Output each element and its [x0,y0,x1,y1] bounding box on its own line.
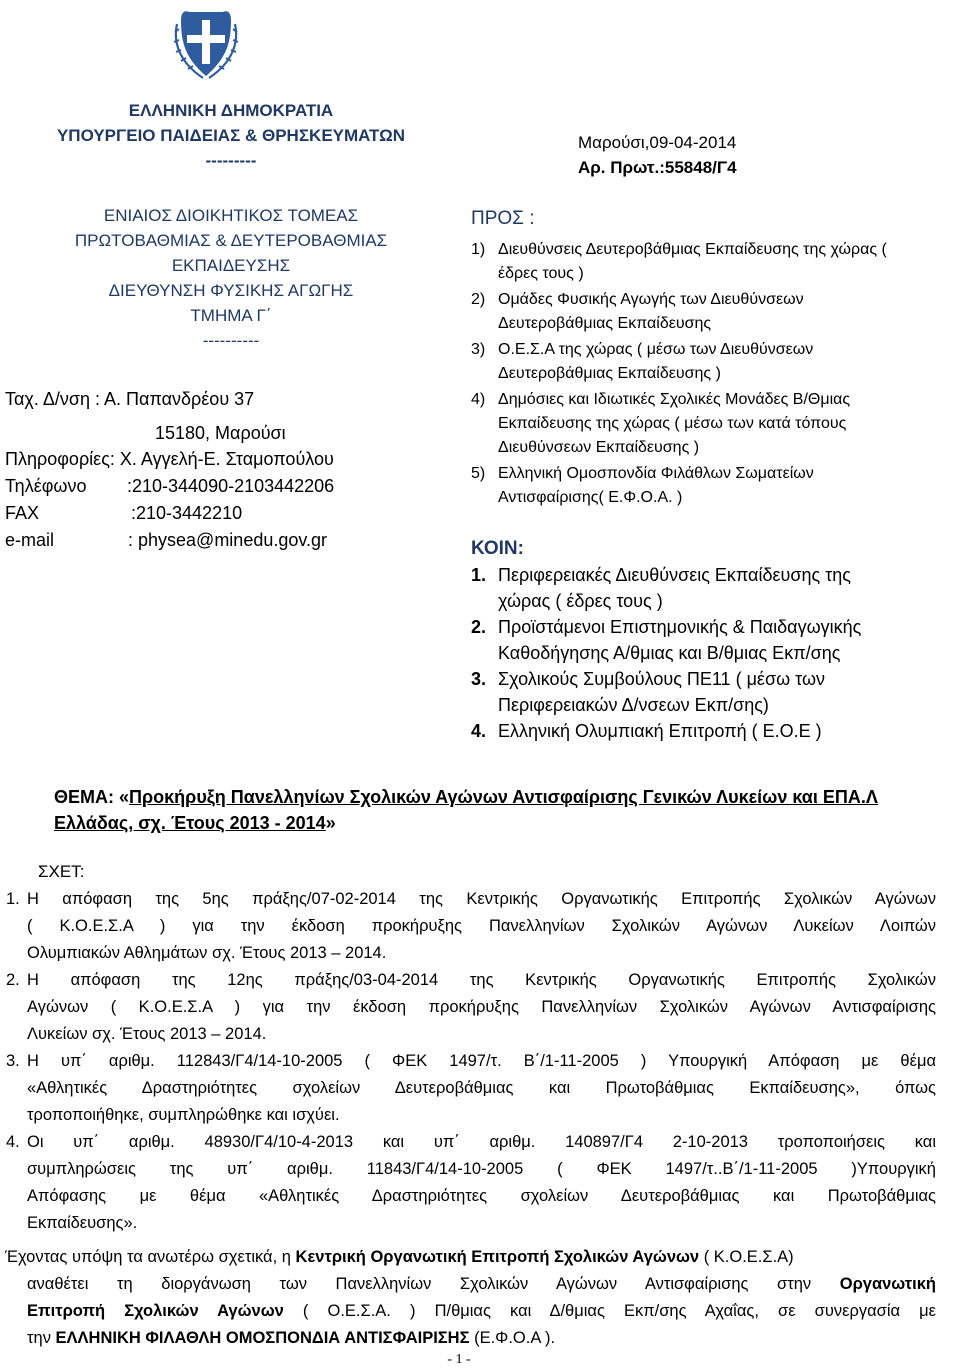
sector-line-3: ΕΚΠΑΙΔΕΥΣΗΣ [171,256,291,275]
reference-item [0,1048,936,1129]
reference-item [0,886,936,967]
subject-close: » [325,813,336,833]
recipient-text: Διευθύνσεις Δευτεροβάθμιας Εκπαίδευσης της χώρας ( [498,241,887,258]
greek-coat-of-arms-icon [173,2,239,80]
reference-number: 3. [6,1052,20,1070]
recipient-text: Ομάδες Φυσικής Αγωγής των Διευθύνσεων [498,291,804,308]
closing-line-3 [0,1298,936,1325]
reference-text: ( Κ.Ο.Ε.Σ.Α ) για την έκδοση προκήρυξης Πανελληνίων Σχολικών Αγώνων Λυκείων Λοιπών [27,917,936,935]
recipient-text: έδρες τους ) [498,265,584,282]
cc-text: Ελληνική Ολυμπιακή Επιτροπή ( Ε.Ο.Ε ) [498,721,822,741]
closing-line-2 [0,1271,936,1298]
recipient-number: 3) [471,341,486,358]
info-contact: Πληροφορίες: Χ. Αγγελή-Ε. Σταμοπούλου [5,449,334,469]
recipient-item [471,388,956,460]
phone-value: :210-344090-2103442206 [127,476,335,496]
reference-text: Λυκείων σχ. Έτους 2013 – 2014. [27,1025,267,1043]
recipient-number: 2) [471,291,486,308]
recipient-item [471,462,956,510]
subject-title-2: Ελλάδας, σχ. Έτους 2013 - 2014 [54,813,326,833]
cc-item [471,614,956,666]
closing-text: Έχοντας υπόψη τα ανωτέρω σχετικά, η [5,1248,296,1266]
recipients-list [471,238,956,512]
reference-text: Οι υπ΄ αριθμ. 48930/Γ4/10-4-2013 και υπ΄ αριθμ. 140897/Γ4 2-10-2013 τροποποιήσεις και [27,1133,936,1151]
subject-title-1: Προκήρυξη Πανελληνίων Σχολικών Αγώνων Αντισφαίρισης Γενικών Λυκείων και ΕΠΑ.Λ [129,787,878,807]
reference-text: συμπληρώσεις της υπ΄ αριθμ. 11843/Γ4/14-10-2005 ( ΦΕΚ 1497/τ..Β΄/1-11-2005 )Υπουργική [27,1160,936,1178]
cc-text: Περιφερειακές Διευθύνσεις Εκπαίδευσης της [498,565,851,585]
cc-number: 2. [471,617,487,637]
recipient-text: Δευτεροβάθμιας Εκπαίδευσης ) [498,365,721,382]
federation-abbr: (Ε.Φ.Ο.Α ). [469,1329,556,1347]
ministry-header [0,98,462,173]
cc-text: Καθοδήγησης Α/θμιας και Β/θμιας Εκπ/σης [498,643,841,663]
cc-number: 4. [471,721,487,741]
phone-label: Τηλέφωνο [5,476,87,496]
reference-item [0,967,936,1048]
directorate-block [0,203,462,353]
cc-number: 1. [471,565,487,585]
subject-line-2 [54,810,934,836]
cc-text: Σχολικούς Συμβούλους ΠΕ11 ( μέσω των [498,669,826,689]
reference-text: Η απόφαση της 12ης πράξης/03-04-2014 της Κεντρικής Οργανωτικής Επιτροπής Σχολικών [27,971,936,989]
department-name: ΤΜΗΜΑ Γ΄ [190,306,272,325]
recipients-title: ΠΡΟΣ : [471,208,535,229]
recipient-item [471,288,956,336]
reference-text: Η υπ΄ αριθμ. 112843/Γ4/14-10-2005 ( ΦΕΚ 1497/τ. Β΄/1-11-2005 ) Υπουργική Απόφαση με θέμα [27,1052,936,1070]
koesa-abbr: ( Κ.Ο.Ε.Σ.Α) [699,1248,794,1266]
fax-value: :210-3442210 [131,503,243,523]
reference-text: τροποποιήθηκε, συμπληρώθηκε και ισχύει. [27,1106,340,1124]
closing-paragraph [0,1244,936,1352]
recipient-number: 5) [471,465,486,482]
recipient-text: Αντισφαίρισης( Ε.Φ.Ο.Α. ) [498,489,683,506]
cc-list [471,562,956,744]
references-title: ΣΧΕΤ: [38,862,85,881]
subject [54,784,934,836]
fax-label: FAX [5,503,40,523]
reference-text: Απόφασης με θέμα «Αθλητικές Δραστηριότητες σχολείων Δευτεροβάθμιας και Πρωτοβάθμιας [27,1187,936,1205]
closing-text: ( Ο.Ε.Σ.Α. ) Π/θμιας και Δ/θμιας Εκπ/σης Αχαΐας, σε συνεργασία με [283,1302,936,1320]
closing-line-1 [0,1244,936,1271]
address: Ταχ. Δ/νση : Α. Παπανδρέου 37 [5,389,255,409]
cc-text: χώρας ( έδρες τους ) [498,591,663,611]
koesa-name: Κεντρική Οργανωτική Επιτροπή Σχολικών Αγώνων [295,1248,700,1266]
recipient-text: Ελληνική Ομοσπονδία Φιλάθλων Σωματείων [498,465,814,482]
email-label: e-mail [5,530,55,550]
document-meta [578,130,737,180]
federation-name: ΕΛΛΗΝΙΚΗ ΦΙΛΑΘΛΗ ΟΜΟΣΠΟΝΔΙΑ ΑΝΤΙΣΦΑΙΡΙΣΗΣ [55,1329,470,1347]
oesa-name-part1: Οργανωτική [839,1275,936,1293]
cc-text: Περιφερειακών Δ/νσεων Εκπ/σης) [498,695,769,715]
reference-text: Εκπαίδευσης». [27,1214,138,1232]
subject-line-1 [54,784,934,810]
recipient-text: Ο.Ε.Σ.Α της χώρας ( μέσω των Διευθύνσεων [498,341,814,358]
protocol-number: Αρ. Πρωτ.:55848/Γ4 [578,158,737,177]
reference-number: 2. [6,971,20,989]
reference-text: Αγώνων ( Κ.Ο.Ε.Σ.Α ) για την έκδοση προκήρυξης Πανελληνίων Σχολικών Αγώνων Αντισφαίρισης [27,998,936,1016]
sector-line-1: ΕΝΙΑΙΟΣ ΔΙΟΙΚΗΤΙΚΟΣ ΤΟΜΕΑΣ [103,206,359,225]
sector-line-2: ΠΡΩΤΟΒΑΘΜΙΑΣ & ΔΕΥΤΕΡΟΒΑΘΜΙΑΣ [74,231,388,250]
page-number: - 1 - [447,1352,471,1367]
place-date: Μαρούσι,09-04-2014 [578,133,737,152]
subject-label: ΘΕΜΑ: « [54,787,130,807]
email-value[interactable]: : physea@minedu.gov.gr [128,530,328,550]
recipient-item [471,338,956,386]
references-list [0,886,936,1237]
recipient-text: Δημόσιες και Ιδιωτικές Σχολικές Μονάδες Β/Θμιας [498,391,851,408]
country-name: ΕΛΛΗΝΙΚΗ ΔΗΜΟΚΡΑΤΙΑ [128,101,334,120]
cc-text: Προϊστάμενοι Επιστημονικής & Παιδαγωγικής [498,617,862,637]
reference-text: Ολυμπιακών Αθλημάτων σχ. Έτους 2013 – 2014. [27,944,387,962]
ministry-name: ΥΠΟΥΡΓΕΙΟ ΠΑΙΔΕΙΑΣ & ΘΡΗΣΚΕΥΜΑΤΩΝ [56,126,406,145]
closing-line-4 [0,1325,936,1352]
cc-title: ΚΟΙΝ: [471,538,524,559]
directorate-name: ΔΙΕΥΘΥΝΣΗ ΦΥΣΙΚΗΣ ΑΓΩΓΗΣ [108,281,354,300]
reference-text: «Αθλητικές Δραστηριότητες σχολείων Δευτεροβάθμιας και Πρωτοβάθμιας Εκπαίδευσης», όπως [27,1079,936,1097]
recipient-number: 4) [471,391,486,408]
reference-item [0,1129,936,1237]
reference-number: 4. [6,1133,20,1151]
header-separator: --------- [205,151,257,170]
oesa-name-part2: Επιτροπή Σχολικών Αγώνων [27,1302,284,1320]
recipient-text: Δευτεροβάθμιας Εκπαίδευσης [498,315,712,332]
closing-text: την [27,1329,56,1347]
recipient-text: Εκπαίδευσης της χώρας ( μέσω των κατά τόπους [498,415,847,432]
cc-item [471,666,956,718]
closing-text: αναθέτει τη διοργάνωση των Πανελληνίων Σχολικών Αγώνων Αντισφαίρισης στην [27,1275,840,1293]
cc-item [471,562,956,614]
postcode: 15180, Μαρούσι [155,423,286,443]
recipient-text: Διευθύνσεων Εκπαίδευσης ) [498,439,700,456]
reference-text: Η απόφαση της 5ης πράξης/07-02-2014 της Κεντρικής Οργανωτικής Επιτροπής Σχολικών Αγώνων [27,890,936,908]
reference-number: 1. [6,890,20,908]
directorate-separator: ---------- [202,331,260,350]
recipient-item [471,238,956,286]
recipient-number: 1) [471,241,486,258]
cc-number: 3. [471,669,487,689]
cc-item [471,718,956,744]
